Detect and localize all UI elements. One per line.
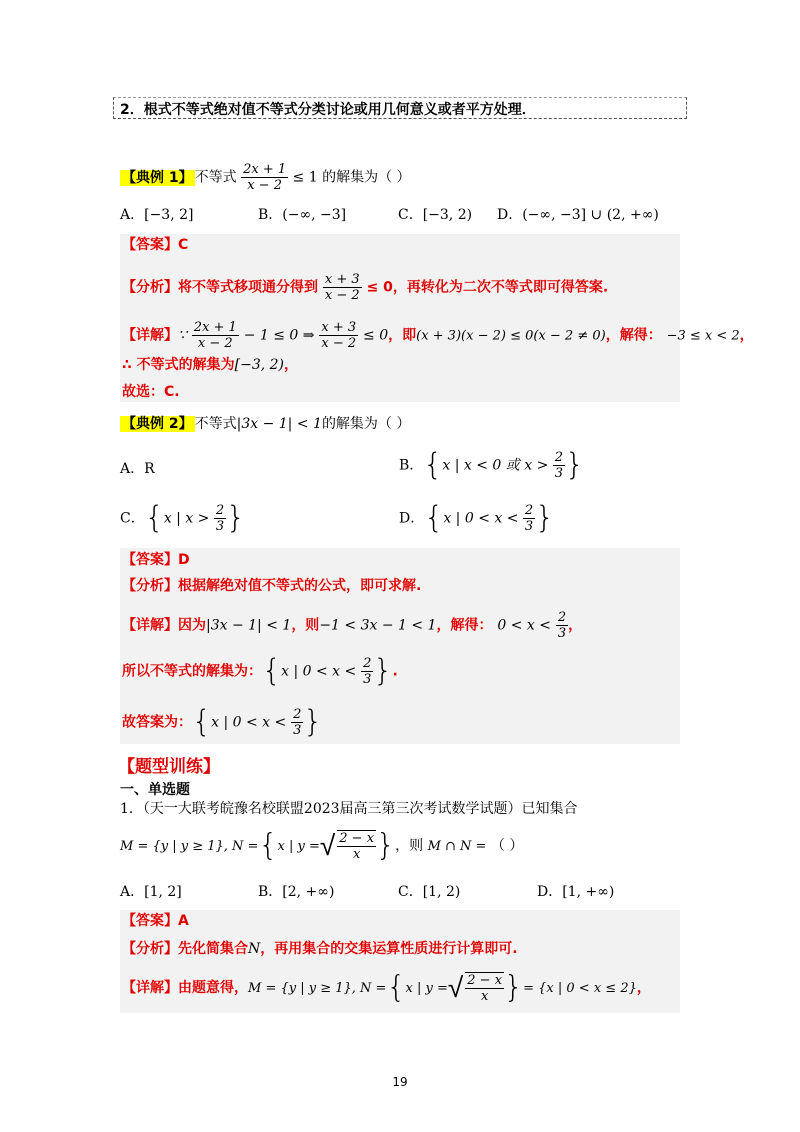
left-brace: { xyxy=(258,828,278,863)
q1-detail-m: M = {y | y ≥ 1}, N = xyxy=(248,981,387,996)
sqrt-den: x xyxy=(352,847,361,862)
q1-detail-inner: x | y = xyxy=(405,981,448,996)
left-brace: { xyxy=(144,500,164,536)
ex2-detail-m3: 0 < x < xyxy=(497,617,551,634)
ex1-option-c: C．[−3, 2) xyxy=(398,207,473,223)
q1-option-b: B．[2, +∞) xyxy=(258,884,335,900)
ex1-fraction xyxy=(241,162,288,193)
ex1-analysis-num: x + 3 xyxy=(324,272,360,287)
ex1-conclusion-text: ∴ 不等式的解集为 xyxy=(122,357,235,373)
q1-detail xyxy=(122,972,651,1004)
ex1-detail-ji: ，即 xyxy=(388,327,417,344)
left-brace: { xyxy=(262,653,282,689)
q1-option-a: A．[1, 2] xyxy=(120,884,182,900)
ex2-option-d-label: D． xyxy=(399,510,425,527)
ex2-so-text: 所以不等式的解集为： xyxy=(122,663,262,680)
ex2-analysis: 【分析】根据解绝对值不等式的公式，即可求解. xyxy=(122,578,422,594)
ex1-analysis-den: x − 2 xyxy=(324,288,360,303)
ex2-expr: |3x − 1| < 1 xyxy=(236,416,322,432)
ex2-so-period: . xyxy=(392,663,398,680)
right-brace: } xyxy=(303,704,323,740)
q1-detail-comma: ， xyxy=(636,980,651,996)
q1-detail-sqrt-frac xyxy=(465,972,504,1004)
ex2-option-b-label: B． xyxy=(399,457,424,474)
ex2-so-set: x | 0 < x < xyxy=(281,663,357,680)
example-1-tag: 【典例 1】 xyxy=(122,169,193,186)
ex2-detail-a: 【详解】因为 xyxy=(122,617,206,634)
frac-num: 2 xyxy=(363,656,372,671)
ex2-option-d-frac xyxy=(523,503,535,534)
ex2-detail xyxy=(122,610,582,641)
sqrt-icon: √ xyxy=(319,829,336,862)
ex2-final-set: x | 0 < x < xyxy=(211,714,287,731)
q1-detail-eq: = {x | 0 < x ≤ 2} xyxy=(523,981,637,996)
ex2-lead: 不等式 xyxy=(194,416,237,432)
ex1-detail-end: ≤ 0 xyxy=(363,327,389,344)
q1-then: ，则 xyxy=(395,838,424,854)
right-brace: } xyxy=(535,500,555,536)
ex1-conclusion-comma: ， xyxy=(284,357,298,373)
q1-sets xyxy=(120,830,523,862)
q1-set-n-inner: x | y = xyxy=(277,839,320,854)
ex1-detail-frac2 xyxy=(319,320,358,351)
ex2-tail: 的解集为（ ） xyxy=(321,416,411,432)
left-brace: { xyxy=(386,970,406,1005)
q1-answer: 【答案】A xyxy=(122,913,189,929)
q1-detail-a: 【详解】由题意得， xyxy=(122,980,248,996)
ex2-detail-m1: |3x − 1| < 1 xyxy=(206,617,292,634)
page-number: 19 xyxy=(392,1075,408,1089)
frac-den: 3 xyxy=(524,519,534,534)
q1-source xyxy=(120,800,578,818)
q1-option-d: D．[1, +∞) xyxy=(537,884,615,900)
ex2-option-d xyxy=(399,500,555,536)
ex1-because: ∵ xyxy=(178,327,187,344)
frac-num: 2 xyxy=(215,503,225,518)
frac-den: 3 xyxy=(557,626,567,641)
ex2-answer: 【答案】D xyxy=(122,552,190,568)
ex1-option-b: B．(−∞, −3] xyxy=(258,207,347,223)
ex1-analysis-text-a: 【分析】将不等式移项通分得到 xyxy=(122,279,318,296)
ex2-option-c-set: x | x > xyxy=(163,510,210,527)
ex1-detail xyxy=(122,320,754,351)
frac-den: 3 xyxy=(363,672,372,687)
ex1-detail-frac1-num: 2x + 1 xyxy=(193,320,237,335)
ex1-solution-block xyxy=(120,234,680,402)
ex1-option-d: D．(−∞, −3] ∪ (2, +∞) xyxy=(497,207,659,223)
ex2-detail-c: ，解得： xyxy=(436,617,493,634)
ex1-detail-label: 【详解】 xyxy=(122,327,178,344)
q1-number: 1． xyxy=(120,801,143,817)
left-brace: { xyxy=(424,500,444,536)
ex1-detail-range: −3 ≤ x < 2 xyxy=(666,328,740,344)
left-brace: { xyxy=(192,704,212,740)
right-brace: } xyxy=(504,970,524,1005)
sqrt-icon: √ xyxy=(447,971,464,1004)
ex1-lead: 不等式 xyxy=(194,169,237,186)
ex2-option-b-frac xyxy=(553,450,565,481)
example-2-question xyxy=(120,415,410,433)
ex2-option-a: A．R xyxy=(120,461,155,477)
ex2-detail-m2: −1 < 3x − 1 < 1 xyxy=(319,617,437,634)
right-brace: } xyxy=(376,828,396,863)
q1-analysis xyxy=(122,940,518,958)
q1-intersection: M ∩ N = xyxy=(427,839,487,854)
frac-num: 2 xyxy=(293,707,302,722)
ex2-final-text: 故答案为： xyxy=(122,714,192,731)
tip-text: 2．根式不等式绝对值不等式分类讨论或用几何意义或者平方处理． xyxy=(120,102,536,118)
left-brace: { xyxy=(423,447,443,483)
q1-paren: （ ） xyxy=(490,838,524,854)
ex1-frac-num: 2x + 1 xyxy=(243,162,287,177)
q1-analysis-n: N xyxy=(248,941,261,957)
ex2-option-b-set: x | x < 0 或 x > xyxy=(442,457,549,474)
sqrt-num: 2 − x xyxy=(339,831,375,846)
right-brace: } xyxy=(226,500,246,536)
example-1-question xyxy=(120,162,411,193)
ex2-option-c-label: C． xyxy=(120,510,145,527)
ex1-detail-mid: − 1 ≤ 0 ⇒ xyxy=(243,327,315,344)
ex2-option-c-frac xyxy=(214,503,226,534)
ex2-so-frac xyxy=(361,656,373,687)
ex1-detail-frac2-num: x + 3 xyxy=(321,320,357,335)
ex1-tail: ≤ 1 的解集为（ ） xyxy=(288,169,411,186)
sqrt-num: 2 − x xyxy=(467,973,503,988)
frac-den: 3 xyxy=(554,466,564,481)
ex1-detail-jiede: ，解得： xyxy=(605,327,662,344)
example-2-tag: 【典例 2】 xyxy=(122,416,193,432)
ex2-option-c xyxy=(120,500,246,536)
frac-num: 2 xyxy=(557,610,567,625)
q1-analysis-b: ，再用集合的交集运算性质进行计算即可. xyxy=(260,941,518,957)
ex1-choose: 故选：C. xyxy=(122,384,180,400)
q1-analysis-a: 【分析】先化简集合 xyxy=(122,941,248,957)
ex1-analysis-fraction xyxy=(323,272,362,303)
frac-num: 2 xyxy=(554,450,564,465)
q1-sqrt-frac xyxy=(337,830,376,862)
q1-option-c: C．[1, 2) xyxy=(398,884,461,900)
ex2-option-b xyxy=(399,447,585,483)
ex1-detail-expr: (x + 3)(x − 2) ≤ 0(x − 2 ≠ 0) xyxy=(416,328,606,344)
frac-den: 3 xyxy=(215,519,225,534)
ex2-detail-b: ，则 xyxy=(291,617,320,634)
q1-source-text: （天一大联考皖豫名校联盟2023届高三第三次考试数学试题）已知集合 xyxy=(142,801,578,817)
ex2-detail-frac xyxy=(556,610,568,641)
sub-title: 一、单选题 xyxy=(120,782,190,798)
frac-den: 3 xyxy=(293,723,302,738)
ex1-answer: 【答案】C xyxy=(122,237,189,253)
q1-set-m: M = {y | y ≥ 1}, N = xyxy=(120,839,259,854)
tip-box xyxy=(113,97,687,119)
section-title: 【题型训练】 xyxy=(118,757,220,777)
ex1-detail-frac1 xyxy=(192,320,239,351)
ex1-analysis-text-b: ≤ 0，再转化为二次不等式即可得答案. xyxy=(366,279,609,296)
ex2-detail-d: ， xyxy=(568,617,583,634)
right-brace: } xyxy=(373,653,393,689)
ex2-final-frac xyxy=(291,707,303,738)
ex1-detail-comma: ， xyxy=(739,327,754,344)
ex2-final xyxy=(122,704,323,740)
ex1-detail-frac1-den: x − 2 xyxy=(197,336,233,351)
ex1-frac-den: x − 2 xyxy=(247,178,282,193)
ex1-conclusion-set: [−3, 2) xyxy=(234,357,284,373)
ex1-analysis xyxy=(122,272,608,303)
ex2-option-d-set: x | 0 < x < xyxy=(443,510,519,527)
frac-num: 2 xyxy=(524,503,534,518)
right-brace: } xyxy=(565,447,585,483)
ex1-detail-frac2-den: x − 2 xyxy=(321,336,357,351)
ex2-so xyxy=(122,653,398,689)
ex1-conclusion xyxy=(122,356,298,374)
ex1-option-a: A．[−3, 2] xyxy=(120,207,194,223)
sqrt-den: x xyxy=(480,989,489,1004)
